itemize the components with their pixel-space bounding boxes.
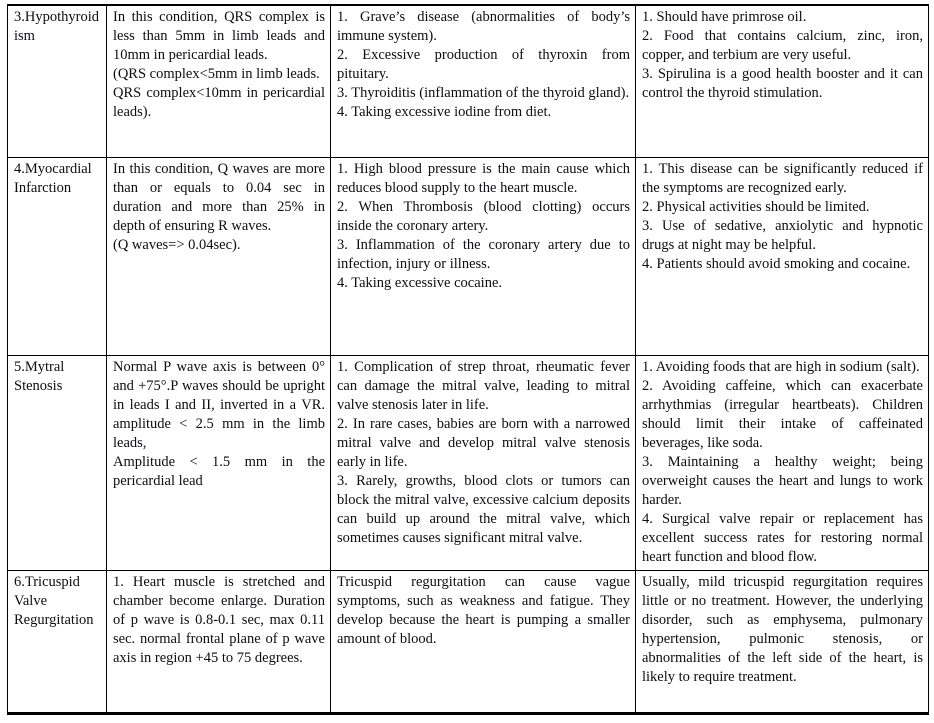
list-item: 3. Spirulina is a good health booster and it can control the thyroid stimulation. — [642, 66, 923, 101]
paragraph: (Q waves=> 0.04sec). — [113, 236, 241, 253]
list-item: 4. Taking excessive iodine from diet. — [337, 104, 552, 120]
cell-condition — [8, 355, 107, 570]
paragraph: (QRS complex<5mm in limb leads. — [113, 66, 320, 82]
list-item: 2. In rare cases, babies are born with a narrowed mitral valve and develop mitral valve stenosis early in life. — [337, 415, 630, 470]
list-item: 2. Avoiding caffeine, which can exacerbate arrhythmias (irregular heartbeats). Children should limit their intake of caffeinated beverages, like soda. — [642, 377, 923, 451]
cell-causes — [331, 570, 636, 713]
list-item: 1. Grave’s disease (abnormalities of body’s immune system). — [337, 9, 630, 44]
list-item: 4. Taking excessive cocaine. — [337, 274, 503, 291]
list-item: 2. Excessive production of thyroxin from pituitary. — [337, 47, 630, 82]
cell-description — [107, 570, 331, 713]
conditions-table — [7, 4, 929, 715]
list-item: 4. Surgical valve repair or replacement has excellent success rates for restoring normal heart function and blood flow. — [642, 510, 923, 565]
condition-label: 6.Tricuspid Valve Regurgitation — [14, 573, 94, 628]
cell-description — [107, 5, 331, 157]
cell-description — [107, 355, 331, 570]
table-row — [8, 157, 929, 355]
paragraph: In this condition, QRS complex is less than 5mm in limb leads and 10mm in pericardial leads. — [113, 9, 325, 63]
table-row — [8, 570, 929, 713]
list-item: 3. Maintaining a healthy weight; being overweight causes the heart and lungs to work harder. — [642, 453, 923, 508]
paragraph: 1. Heart muscle is stretched and chamber become enlarge. Duration of p wave is 0.8-0.1 sec, max 0.11 sec. normal frontal plane of p wave axis in region +45 to 75 degrees. — [113, 573, 325, 666]
list-item: 1. Complication of strep throat, rheumatic fever can damage the mitral valve, leading to mitral valve stenosis later in life. — [337, 358, 630, 413]
condition-label: 5.Mytral Stenosis — [14, 358, 65, 394]
table-row — [8, 5, 929, 157]
paragraph: Normal P wave axis is between 0° and +75°.P waves should be upright in leads I and II, inverted in a VR. amplitude < 2.5 mm in the limb leads, — [113, 358, 325, 451]
table-row — [8, 355, 929, 570]
list-item: Tricuspid regurgitation can cause vague symptoms, such as weakness and fatigue. They develop because the heart is pumping a smaller amount of blood. — [337, 573, 630, 647]
list-item: 3. Rarely, growths, blood clots or tumors can block the mitral valve, excessive calcium deposits can build up around the mitral valve, which sometimes causes significant mitral valve. — [337, 472, 630, 546]
list-item: 1. This disease can be significantly reduced if the symptoms are recognized early. — [642, 160, 923, 196]
list-item: 2. Food that contains calcium, zinc, iron, copper, and terbium are very useful. — [642, 28, 923, 63]
list-item: 4. Patients should avoid smoking and cocaine. — [642, 255, 911, 272]
list-item: 2. When Thrombosis (blood clotting) occurs inside the coronary artery. — [337, 198, 630, 234]
paragraph: QRS complex<10mm in pericardial leads). — [113, 85, 325, 120]
list-item: 1. Avoiding foods that are high in sodium (salt). — [642, 358, 920, 375]
condition-label: 4.Myocardial Infarction — [14, 160, 92, 196]
cell-treatment — [636, 5, 929, 157]
cell-causes — [331, 157, 636, 355]
list-item: 1. High blood pressure is the main cause which reduces blood supply to the heart muscle. — [337, 160, 630, 196]
cell-treatment — [636, 157, 929, 355]
cell-description — [107, 157, 331, 355]
list-item: 3. Inflammation of the coronary artery due to infection, injury or illness. — [337, 236, 630, 272]
list-item: 3. Thyroiditis (inflammation of the thyroid gland). — [337, 85, 630, 101]
list-item: 3. Use of sedative, anxiolytic and hypnotic drugs at night may be helpful. — [642, 217, 923, 253]
condition-label: 3.Hypothyroidism — [14, 9, 99, 44]
paragraph: In this condition, Q waves are more than or equals to 0.04 sec in duration and more than 25% in depth of ensuring R waves. — [113, 160, 325, 234]
conditions-table-body — [8, 5, 929, 713]
cell-condition — [8, 157, 107, 355]
cell-treatment — [636, 355, 929, 570]
cell-treatment — [636, 570, 929, 713]
list-item: Usually, mild tricuspid regurgitation requires little or no treatment. However, the underlying disorder, such as emphysema, pulmonary hypertension, pulmonic stenosis, or abnormalities of the left side of the heart, is likely to require treatment. — [642, 573, 923, 685]
cell-condition — [8, 5, 107, 157]
paragraph: Amplitude < 1.5 mm in the pericardial lead — [113, 453, 325, 489]
list-item: 1. Should have primrose oil. — [642, 9, 807, 25]
cell-causes — [331, 355, 636, 570]
cell-causes — [331, 5, 636, 157]
cell-condition — [8, 570, 107, 713]
list-item: 2. Physical activities should be limited. — [642, 198, 870, 215]
